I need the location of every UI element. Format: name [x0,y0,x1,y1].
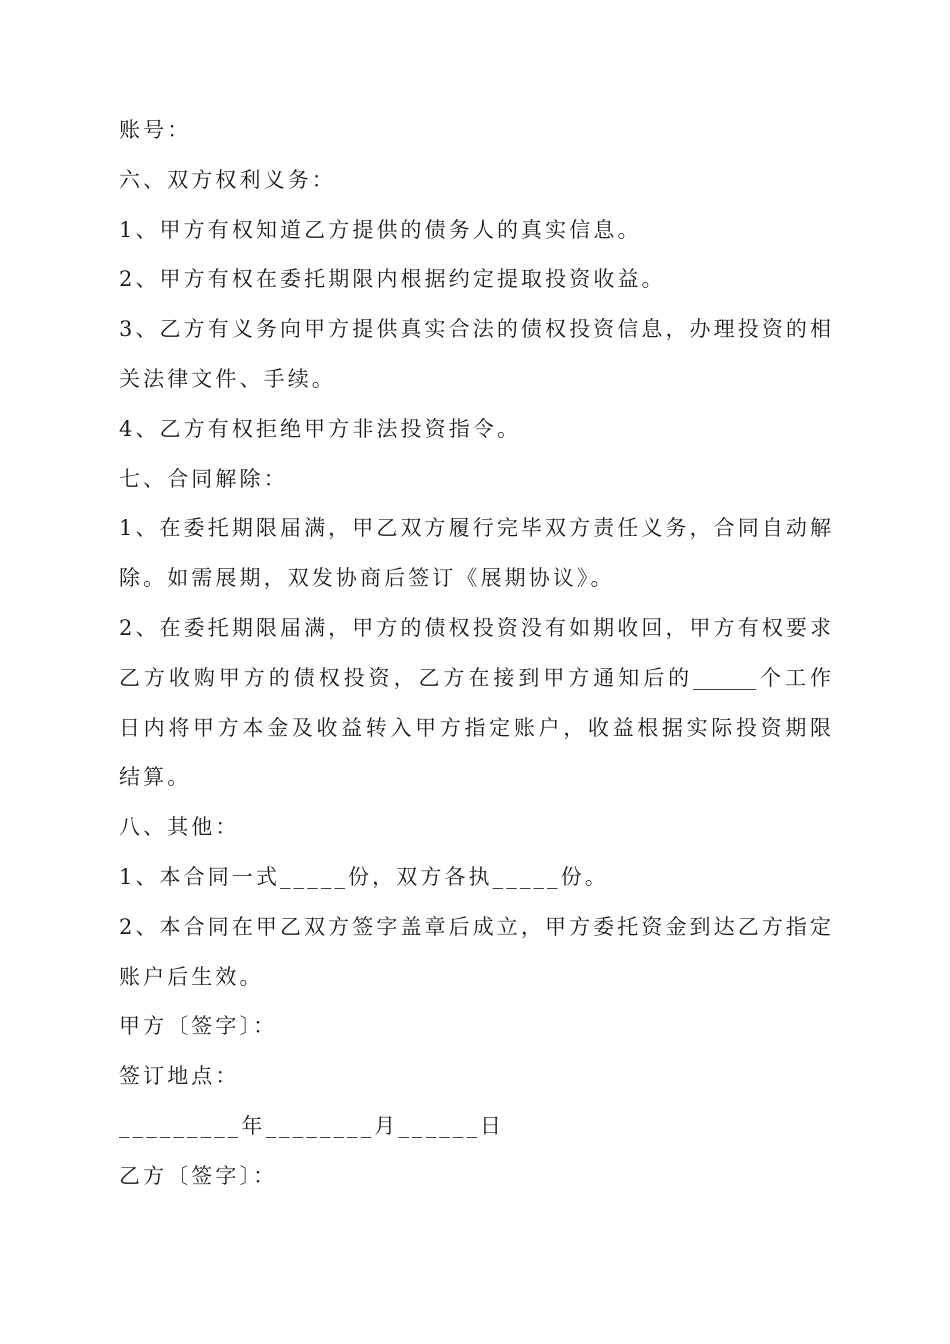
clause-8-2-line-1: 2、本合同在甲乙双方签字盖章后成立，甲方委托资金到达乙方指定 [119,914,831,939]
party-b-signature: 乙方〔签字〕： [119,1163,278,1188]
signing-location: 签订地点： [119,1064,240,1089]
document-body [119,106,831,1202]
account-line: 账号： [119,118,192,142]
clause-6-3-line-1: 3、乙方有义务向甲方提供真实合法的债权投资信息，办理投资的相 [119,317,831,342]
clause-7-2-line-2: 乙方收购甲方的债权投资，乙方在接到甲方通知后的______个工作 [119,665,831,690]
clause-8-2-line-2: 账户后生效。 [119,964,264,989]
clause-7-2-line-3: 日内将甲方本金及收益转入甲方指定账户，收益根据实际投资期限 [119,715,831,740]
section-7-heading: 七、合同解除： [119,466,288,491]
clause-6-2: 2、甲方有权在委托期限内根据约定提取投资收益。 [119,267,666,292]
clause-7-2-line-1: 2、在委托期限届满，甲方的债权投资没有如期收回，甲方有权要求 [119,615,831,640]
party-a-signature: 甲方〔签字〕： [119,1014,278,1039]
clause-6-4: 4、乙方有权拒绝甲方非法投资指令。 [119,416,522,441]
signing-date: _________年________月______日 [119,1113,505,1138]
clause-6-1: 1、甲方有权知道乙方提供的债务人的真实信息。 [119,217,642,242]
section-6-heading: 六、双方权利义务： [119,167,336,192]
clause-7-1-line-2: 除。如需展期，双发协商后签订《展期协议》。 [119,566,615,591]
clause-6-3-line-2: 关法律文件、手续。 [119,366,336,391]
section-8-heading: 八、其他： [119,815,240,840]
clause-7-2-line-4: 结算。 [119,765,192,790]
clause-7-1-line-1: 1、在委托期限届满，甲乙双方履行完毕双方责任义务，合同自动解 [119,516,831,541]
clause-8-1: 1、本合同一式_____份，双方各执_____份。 [119,864,609,889]
